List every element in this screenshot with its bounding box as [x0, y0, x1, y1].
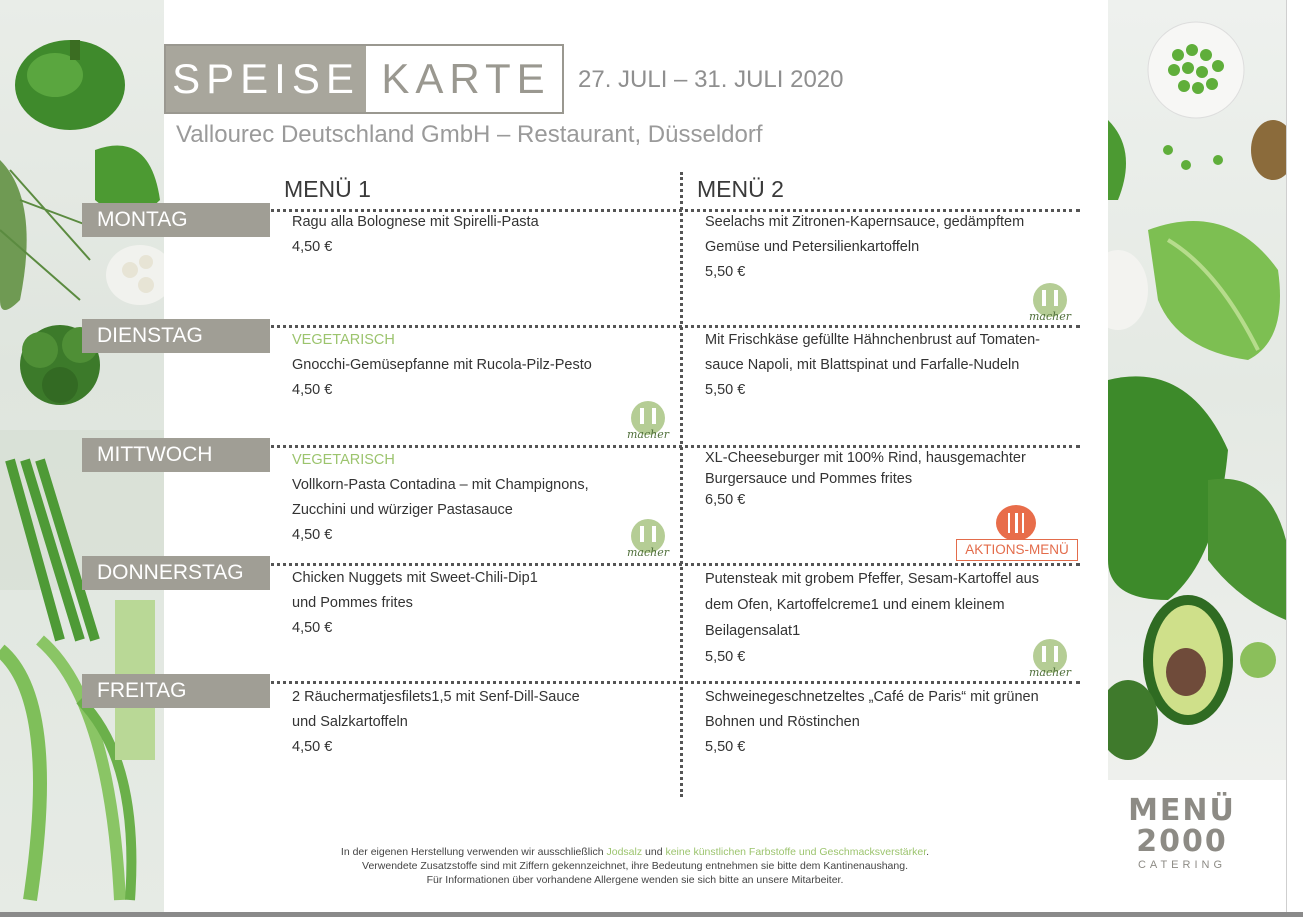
dish-description: sauce Napoli, mit Blattspinat und Farfalle-Nudeln	[705, 357, 1020, 373]
footer-text: und	[642, 846, 666, 858]
cutlery-icon	[996, 505, 1036, 541]
vegetable-photo-right	[1108, 0, 1286, 780]
page-bottom-edge	[0, 912, 1303, 917]
menu2-heading: MENÜ 2	[697, 176, 784, 202]
dish-description: Vollkorn-Pasta Contadina – mit Champignons,	[292, 477, 589, 493]
dish-description: Gnocchi-Gemüsepfanne mit Rucola-Pilz-Pesto	[292, 357, 592, 373]
dish-price: 4,50 €	[292, 527, 333, 543]
aktions-menu-badge: AKTIONS-MENÜ	[956, 539, 1078, 561]
footer-highlight-jodsalz: Jodsalz	[606, 846, 643, 858]
logo-text-catering: CATERING	[1137, 859, 1227, 871]
footer-text: In der eigenen Herstellung verwenden wir ausschließlich	[340, 846, 607, 858]
title-part-speise: SPEISE	[166, 46, 366, 112]
macher-label: macher	[1028, 310, 1072, 323]
dish-price: 5,50 €	[705, 739, 746, 755]
vegetable-illustration-right	[1108, 0, 1286, 780]
dish-description: dem Ofen, Kartoffelcreme1 und einem kleinem	[705, 597, 1005, 613]
macher-logo-icon	[620, 398, 676, 442]
dish-price: 6,50 €	[705, 492, 746, 508]
macher-label: macher	[626, 546, 670, 559]
restaurant-subtitle: Vallourec Deutschland GmbH – Restaurant, Düsseldorf	[176, 121, 763, 148]
dish-price: 4,50 €	[292, 239, 333, 255]
dish-description: Chicken Nuggets mit Sweet-Chili-Dip1	[292, 570, 538, 586]
day-label-donnerstag: DONNERSTAG	[82, 556, 270, 590]
dish-price: 4,50 €	[292, 382, 333, 398]
footer-text: .	[926, 846, 930, 858]
dish-description: Putensteak mit grobem Pfeffer, Sesam-Kartoffel aus	[705, 571, 1039, 587]
logo-text-menu: MENÜ	[1128, 793, 1236, 828]
dish-price: 5,50 €	[705, 649, 746, 665]
dish-description: 2 Räuchermatjesfilets1,5 mit Senf-Dill-Sauce	[292, 689, 580, 705]
dish-description: Ragu alla Bolognese mit Spirelli-Pasta	[292, 214, 539, 230]
day-label-dienstag: DIENSTAG	[82, 319, 270, 353]
title-box	[164, 44, 564, 114]
footer-line-3: Für Informationen über vorhandene Allergene wenden sie sich bitte an unsere Mitarbeiter.	[426, 874, 844, 886]
dish-price: 4,50 €	[292, 620, 333, 636]
dish-description: Schweinegeschnetzeltes „Café de Paris“ mit grünen	[705, 689, 1039, 705]
freitag-menu1	[292, 685, 580, 760]
dish-price: 4,50 €	[292, 739, 333, 755]
freitag-menu2	[705, 685, 1039, 760]
row-divider	[246, 681, 1080, 684]
dish-description: Gemüse und Petersilienkartoffeln	[705, 239, 920, 255]
date-range: 27. JULI – 31. JULI 2020	[578, 66, 844, 93]
macher-label: macher	[1028, 666, 1072, 679]
mittwoch-menu1	[292, 448, 589, 548]
dienstag-menu2	[705, 328, 1040, 403]
logo-text-2000: 2000	[1136, 824, 1228, 859]
dish-description: Mit Frischkäse gefüllte Hähnchenbrust auf Tomaten-	[705, 332, 1041, 348]
dish-price: 5,50 €	[705, 382, 746, 398]
column-divider	[680, 172, 683, 797]
donnerstag-menu2	[705, 566, 1039, 670]
dienstag-menu1	[292, 328, 592, 403]
footer-line-1	[270, 845, 1000, 859]
day-label-mittwoch: MITTWOCH	[82, 438, 270, 472]
menu2000-catering-logo	[1112, 795, 1252, 875]
dish-description: und Pommes frites	[292, 595, 413, 611]
title-part-karte: KARTE	[381, 55, 551, 102]
montag-menu1	[292, 210, 539, 260]
dish-price: 5,50 €	[705, 264, 746, 280]
vegetarian-tag: VEGETARISCH	[292, 332, 395, 348]
dish-description: Zucchini und würziger Pastasauce	[292, 502, 513, 518]
page-edge	[1286, 0, 1303, 917]
footer-notes	[270, 845, 1000, 887]
dish-description: XL-Cheeseburger mit 100% Rind, hausgemachter	[705, 450, 1026, 466]
donnerstag-menu1	[292, 566, 538, 641]
vegetarian-tag: VEGETARISCH	[292, 452, 395, 468]
dish-description: Bohnen und Röstinchen	[705, 714, 860, 730]
macher-logo-icon	[1022, 636, 1078, 680]
dish-description: Burgersauce und Pommes frites	[705, 471, 913, 487]
footer-line-2: Verwendete Zusatzstoffe sind mit Ziffern gekennzeichnet, ihre Bedeutung entnehmen sie bitte dem Kantinenaushang.	[362, 860, 908, 872]
footer-highlight-no-additives: keine künstlichen Farbstoffe und Geschmacksverstärker	[665, 846, 927, 858]
macher-logo-icon	[620, 516, 676, 560]
dish-description: und Salzkartoffeln	[292, 714, 408, 730]
dish-description: Seelachs mit Zitronen-Kapernsauce, gedämpftem	[705, 214, 1025, 230]
macher-label: macher	[626, 428, 670, 441]
macher-logo-icon	[1022, 280, 1078, 324]
montag-menu2	[705, 210, 1024, 285]
day-label-montag: MONTAG	[82, 203, 270, 237]
dish-description: Beilagensalat1	[705, 623, 801, 639]
mittwoch-menu2	[705, 448, 1026, 511]
day-label-freitag: FREITAG	[82, 674, 270, 708]
menu1-heading: MENÜ 1	[284, 176, 371, 202]
